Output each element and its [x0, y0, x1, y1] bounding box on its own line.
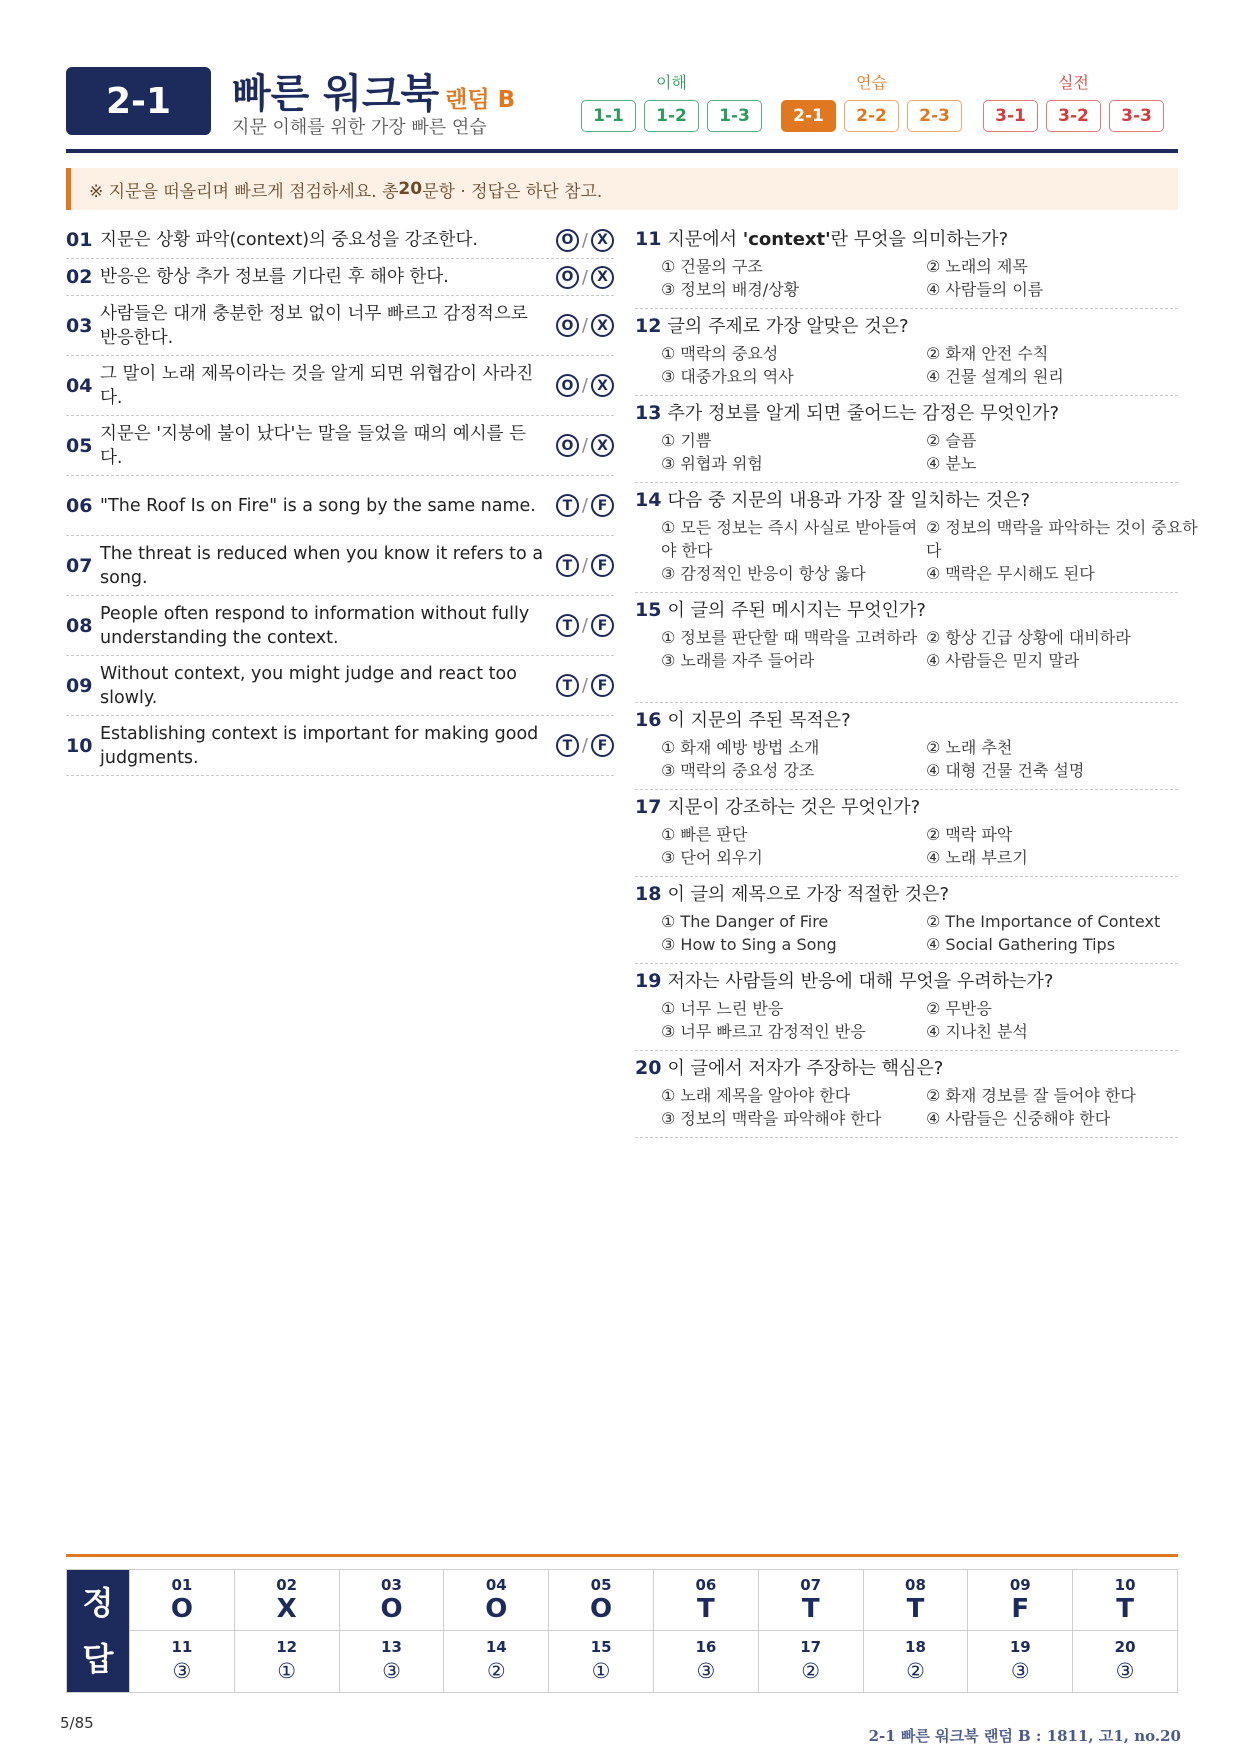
item-number: 20 — [635, 1057, 662, 1079]
question-text: 지문에서 — [667, 229, 743, 250]
answer-number: 20 — [1114, 1637, 1136, 1656]
question-stem — [635, 488, 1178, 513]
question-stem — [635, 969, 1178, 994]
answer-key-divider — [66, 1554, 1178, 1557]
answer-value: F — [1011, 1594, 1030, 1624]
answer-cell — [339, 1631, 444, 1692]
item-statement: 지문은 '지붕에 불이 났다'는 말을 들었을 때의 예시를 든다. — [100, 423, 527, 468]
item-number: 04 — [66, 374, 93, 397]
item-number: 17 — [635, 796, 662, 818]
option-3[interactable]: ③ 대중가요의 역사 — [661, 367, 794, 386]
answer-cell — [1072, 1631, 1177, 1692]
choice-f-button[interactable]: F — [591, 734, 614, 757]
option-4[interactable]: ④ 건물 설계의 원리 — [926, 367, 1064, 386]
option-2[interactable]: ② 슬픔 — [926, 431, 977, 450]
tf-item — [66, 656, 614, 716]
option-3[interactable]: ③ 단어 외우기 — [661, 848, 763, 867]
item-number: 14 — [635, 489, 662, 511]
answer-cell — [1072, 1570, 1177, 1631]
answer-choices — [556, 554, 614, 577]
option-2[interactable]: ② 무반응 — [926, 999, 992, 1018]
question-text: 저자는 사람들의 반응에 대해 무엇을 우려하는가? — [667, 971, 1054, 992]
option-1[interactable]: ① 너무 느린 반응 — [661, 999, 784, 1018]
choice-separator: / — [581, 675, 588, 696]
item-statement: Establishing context is important for making good judgments. — [100, 723, 539, 768]
answer-value: T — [801, 1594, 820, 1624]
answer-value: ③ — [382, 1658, 401, 1683]
option-1[interactable]: ① 정보를 판단할 때 맥락을 고려하라 — [661, 628, 918, 647]
tf-item — [66, 296, 614, 356]
option-4[interactable]: ④ 맥락은 무시해도 된다 — [926, 564, 1095, 583]
item-statement: "The Roof Is on Fire" is a song by the same name. — [100, 495, 536, 516]
option-4[interactable]: ④ 사람들의 이름 — [926, 280, 1044, 299]
answer-choices — [556, 266, 614, 289]
answer-key-grid — [129, 1570, 1177, 1692]
item-statement: The threat is reduced when you know it refers to a song. — [100, 543, 544, 588]
answer-value: T — [906, 1594, 925, 1624]
header-divider — [66, 149, 1178, 153]
answer-number: 15 — [590, 1637, 612, 1656]
choice-separator: / — [581, 315, 588, 336]
notice-count: 20 — [398, 179, 423, 199]
question-text: 이 지문의 주된 목적은? — [667, 710, 851, 731]
answer-number: 17 — [800, 1637, 822, 1656]
answer-number: 16 — [695, 1637, 717, 1656]
question-text: 글의 주제로 가장 알맞은 것은? — [667, 316, 909, 337]
nav-button-1-2[interactable]: 1-2 — [644, 100, 699, 132]
page-title-text: 빠른 워크북 — [232, 71, 440, 117]
mcq-item — [635, 483, 1198, 593]
nav-group-real — [983, 70, 1164, 132]
answer-number: 03 — [381, 1576, 402, 1594]
answer-key-label — [67, 1570, 129, 1692]
item-number: 13 — [635, 402, 662, 424]
option-list — [635, 516, 1198, 585]
item-statement: Without context, you might judge and react too slowly. — [100, 663, 517, 708]
mcq-item — [635, 703, 1178, 790]
tf-item — [66, 259, 614, 296]
answer-number: 05 — [590, 1576, 612, 1594]
answer-cell — [758, 1631, 863, 1692]
question-text: 이 글에서 저자가 주장하는 핵심은? — [667, 1058, 944, 1079]
choice-f-button[interactable]: F — [591, 554, 614, 577]
answer-cell — [339, 1570, 444, 1631]
answer-number: 13 — [381, 1637, 402, 1656]
answer-number: 12 — [276, 1637, 298, 1656]
choice-o-button[interactable]: O — [556, 374, 579, 397]
footer-source-info: 2-1 빠른 워크북 랜덤 B : 1811, 고1, no.20 — [868, 1727, 1181, 1745]
mcq-item — [635, 222, 1178, 309]
answer-value: ③ — [1115, 1658, 1135, 1683]
option-3[interactable]: ③ 맥락의 중요성 강조 — [661, 761, 815, 780]
item-number: 09 — [66, 674, 93, 697]
answer-cell — [234, 1631, 339, 1692]
choice-x-button[interactable]: X — [591, 374, 614, 397]
option-2[interactable]: ② The Importance of Context — [926, 912, 1161, 931]
answer-value: ② — [486, 1658, 506, 1683]
option-2[interactable]: ② 항상 긴급 상황에 대비하라 — [926, 628, 1131, 647]
mcq-item — [635, 309, 1178, 396]
answer-cell — [967, 1570, 1072, 1631]
option-list — [635, 823, 1178, 869]
question-text: 추가 정보를 알게 되면 줄어드는 감정은 무엇인가? — [667, 403, 1060, 424]
option-list — [635, 910, 1178, 956]
option-list — [635, 255, 1178, 301]
choice-t-button[interactable]: T — [556, 614, 579, 637]
answer-key-label-bottom: 답 — [82, 1640, 114, 1678]
option-3[interactable]: ③ 너무 빠르고 감정적인 반응 — [661, 1022, 866, 1041]
item-number: 02 — [66, 266, 93, 288]
question-text: 지문이 강조하는 것은 무엇인가? — [667, 797, 921, 818]
answer-cell — [443, 1631, 548, 1692]
choice-f-button[interactable]: F — [591, 494, 614, 517]
option-list — [635, 429, 1178, 475]
choice-x-button[interactable]: X — [591, 266, 614, 289]
item-number: 08 — [66, 614, 93, 637]
question-stem — [635, 227, 1178, 252]
answer-choices — [556, 674, 614, 697]
option-4[interactable]: ④ 사람들은 믿지 말라 — [926, 651, 1080, 670]
choice-separator: / — [581, 266, 588, 288]
question-text: 이 글의 제목으로 가장 적절한 것은? — [667, 884, 950, 905]
answer-value: ③ — [1010, 1658, 1030, 1683]
option-2[interactable]: ② 노래 추천 — [926, 738, 1013, 757]
true-false-section — [66, 222, 614, 776]
mcq-item — [635, 877, 1178, 964]
notice-banner — [66, 168, 1178, 210]
item-statement: 지문은 상황 파악(context)의 중요성을 강조한다. — [100, 230, 478, 250]
item-number: 12 — [635, 315, 662, 337]
item-number: 11 — [635, 228, 662, 250]
nav-button-3-3[interactable]: 3-3 — [1109, 100, 1164, 132]
choice-t-button[interactable]: T — [556, 674, 579, 697]
item-statement: 그 말이 노래 제목이라는 것을 알게 되면 위협감이 사라진다. — [100, 363, 534, 408]
option-1[interactable]: ① 빠른 판단 — [661, 825, 748, 844]
item-number: 01 — [66, 229, 93, 251]
choice-separator: / — [581, 615, 588, 636]
multiple-choice-section — [635, 222, 1198, 1138]
answer-value: ② — [906, 1658, 925, 1683]
question-stem — [635, 882, 1178, 907]
choice-separator: / — [581, 555, 588, 576]
option-1[interactable]: ① 모든 정보는 즉시 사실로 받아들여야 한다 — [661, 518, 918, 560]
option-list — [635, 342, 1178, 388]
nav-group-label: 이해 — [656, 73, 687, 92]
answer-number: 02 — [276, 1576, 298, 1594]
choice-x-button[interactable]: X — [591, 434, 614, 457]
answer-value: O — [590, 1594, 613, 1624]
answer-number: 14 — [485, 1637, 507, 1656]
nav-button-2-3[interactable]: 2-3 — [907, 100, 962, 132]
item-number: 05 — [66, 434, 93, 457]
notice-prefix: ※ 지문을 떠올리며 빠르게 점검하세요. 총 — [89, 181, 399, 202]
nav-button-1-1[interactable]: 1-1 — [581, 100, 636, 132]
section-badge: 2-1 — [66, 67, 211, 135]
answer-cell — [548, 1570, 653, 1631]
nav-button-3-2[interactable]: 3-2 — [1046, 100, 1101, 132]
question-text-end: 란 무엇을 의미하는가? — [830, 229, 1009, 250]
answer-choices — [556, 374, 614, 397]
item-statement: People often respond to information without fully understanding the context. — [100, 603, 530, 648]
option-1[interactable]: ① 기쁨 — [661, 431, 712, 450]
answer-cell — [863, 1631, 968, 1692]
answer-value: T — [1116, 1594, 1134, 1624]
answer-value: ③ — [172, 1658, 192, 1683]
option-3[interactable]: ③ 위협과 위험 — [661, 454, 763, 473]
answer-number: 18 — [905, 1637, 926, 1656]
option-2[interactable]: ② 노래의 제목 — [926, 257, 1028, 276]
choice-t-button[interactable]: T — [556, 554, 579, 577]
answer-number: 06 — [695, 1576, 717, 1594]
answer-value: ② — [801, 1658, 821, 1683]
answer-cell — [443, 1570, 548, 1631]
mcq-item — [635, 1051, 1178, 1138]
choice-separator: / — [581, 735, 588, 756]
answer-choices — [556, 229, 614, 252]
answer-value: ① — [591, 1658, 611, 1683]
option-3[interactable]: ③ 정보의 맥락을 파악해야 한다 — [661, 1109, 882, 1128]
answer-cell — [863, 1570, 968, 1631]
choice-separator: / — [581, 375, 588, 396]
answer-value: T — [697, 1594, 715, 1624]
tf-item — [66, 356, 614, 416]
choice-separator: / — [581, 229, 588, 251]
mcq-item — [635, 964, 1178, 1051]
tf-item — [66, 416, 614, 476]
nav-button-2-2[interactable]: 2-2 — [844, 100, 899, 132]
option-1[interactable]: ① 건물의 구조 — [661, 257, 763, 276]
answer-key-table — [66, 1569, 1178, 1693]
answer-value: ① — [277, 1658, 297, 1683]
answer-cell — [129, 1631, 234, 1692]
choice-o-button[interactable]: O — [556, 266, 579, 289]
option-4[interactable]: ④ 사람들은 신중해야 한다 — [926, 1109, 1111, 1128]
option-2[interactable]: ② 맥락 파악 — [926, 825, 1013, 844]
option-3[interactable]: ③ How to Sing a Song — [661, 935, 837, 954]
item-number: 07 — [66, 554, 93, 577]
item-number: 03 — [66, 314, 93, 337]
answer-value: O — [485, 1594, 508, 1624]
answer-number: 01 — [171, 1576, 193, 1594]
nav-button-1-3[interactable]: 1-3 — [707, 100, 762, 132]
option-1[interactable]: ① 노래 제목을 알아야 한다 — [661, 1086, 851, 1105]
nav-group-understanding — [581, 70, 762, 132]
question-stem — [635, 314, 1178, 339]
answer-number: 04 — [485, 1576, 507, 1594]
answer-value: X — [276, 1594, 297, 1624]
item-number: 16 — [635, 709, 662, 731]
option-1[interactable]: ① The Danger of Fire — [661, 912, 829, 931]
choice-x-button[interactable]: X — [591, 314, 614, 337]
answer-cell — [548, 1631, 653, 1692]
question-text: 이 글의 주된 메시지는 무엇인가? — [667, 600, 926, 621]
option-list — [635, 1084, 1178, 1130]
choice-x-button[interactable]: X — [591, 229, 614, 252]
nav-group-label: 연습 — [856, 73, 887, 92]
question-stem — [635, 598, 1178, 623]
nav-button-3-1[interactable]: 3-1 — [983, 100, 1038, 132]
option-list — [635, 997, 1178, 1043]
answer-cell — [653, 1570, 758, 1631]
item-statement: 반응은 항상 추가 정보를 기다린 후 해야 한다. — [100, 267, 449, 287]
answer-value: O — [170, 1594, 193, 1624]
option-2[interactable]: ② 정보의 맥락을 파악하는 것이 중요하다 — [926, 518, 1198, 560]
option-3[interactable]: ③ 노래를 자주 들어라 — [661, 651, 815, 670]
answer-number: 07 — [800, 1576, 822, 1594]
page-number: 5/85 — [60, 1714, 94, 1732]
mcq-item — [635, 790, 1178, 877]
nav-group-label: 실전 — [1058, 73, 1089, 92]
choice-t-button[interactable]: T — [556, 734, 579, 757]
option-1[interactable]: ① 화재 예방 방법 소개 — [661, 738, 820, 757]
question-stem — [635, 401, 1178, 426]
answer-choices — [556, 434, 614, 457]
item-statement: 사람들은 대개 충분한 정보 없이 너무 빠르고 감정적으로 반응한다. — [100, 303, 528, 348]
answer-number: 19 — [1009, 1637, 1031, 1656]
choice-o-button[interactable]: O — [556, 434, 579, 457]
tf-item — [66, 222, 614, 259]
answer-choices — [556, 734, 614, 757]
answer-key-label-top: 정 — [82, 1584, 114, 1622]
version-label: 랜덤 B — [445, 87, 516, 113]
nav-button-2-1[interactable]: 2-1 — [781, 100, 836, 132]
option-list — [635, 626, 1178, 672]
question-keyword: 'context' — [742, 229, 831, 250]
item-number: 06 — [66, 494, 93, 517]
answer-cell — [234, 1570, 339, 1631]
mcq-item — [635, 396, 1178, 483]
answer-number: 10 — [1114, 1576, 1136, 1594]
choice-t-button[interactable]: T — [556, 494, 579, 517]
choice-separator: / — [581, 435, 588, 456]
answer-number: 11 — [171, 1637, 193, 1656]
item-number: 15 — [635, 599, 662, 621]
notice-suffix: 문항 · 정답은 하단 참고. — [422, 181, 603, 202]
page-title — [232, 62, 515, 119]
answer-cell — [129, 1570, 234, 1631]
answer-value: O — [380, 1594, 403, 1624]
option-4[interactable]: ④ 지나친 분석 — [926, 1022, 1028, 1041]
answer-cell — [758, 1570, 863, 1631]
choice-o-button[interactable]: O — [556, 314, 579, 337]
tf-item — [66, 596, 614, 656]
option-3[interactable]: ③ 정보의 배경/상황 — [661, 280, 800, 299]
item-number: 18 — [635, 883, 662, 905]
tf-item — [66, 716, 614, 776]
question-stem — [635, 795, 1178, 820]
answer-choices — [556, 494, 614, 517]
option-4[interactable]: ④ 노래 부르기 — [926, 848, 1028, 867]
item-number: 19 — [635, 970, 662, 992]
answer-number: 09 — [1009, 1576, 1031, 1594]
choice-separator: / — [581, 495, 588, 516]
answer-choices — [556, 614, 614, 637]
option-1[interactable]: ① 맥락의 중요성 — [661, 344, 779, 363]
answer-value: ③ — [696, 1658, 716, 1683]
option-list — [635, 736, 1178, 782]
question-text: 다음 중 지문의 내용과 가장 잘 일치하는 것은? — [667, 490, 1031, 511]
nav-group-practice — [781, 70, 962, 132]
answer-choices — [556, 314, 614, 337]
option-4[interactable]: ④ 분노 — [926, 454, 977, 473]
tf-item — [66, 536, 614, 596]
option-4[interactable]: ④ Social Gathering Tips — [926, 935, 1116, 954]
page-subtitle: 지문 이해를 위한 가장 빠른 연습 — [232, 117, 487, 138]
option-2[interactable]: ② 화재 안전 수칙 — [926, 344, 1049, 363]
item-number: 10 — [66, 734, 93, 757]
question-stem — [635, 708, 1178, 733]
answer-cell — [967, 1631, 1072, 1692]
choice-f-button[interactable]: F — [591, 614, 614, 637]
answer-cell — [653, 1631, 758, 1692]
question-stem — [635, 1056, 1178, 1081]
answer-number: 08 — [905, 1576, 926, 1594]
option-2[interactable]: ② 화재 경보를 잘 들어야 한다 — [926, 1086, 1136, 1105]
option-3[interactable]: ③ 감정적인 반응이 항상 옳다 — [661, 564, 866, 583]
option-4[interactable]: ④ 대형 건물 건축 설명 — [926, 761, 1085, 780]
mcq-item — [635, 593, 1178, 703]
tf-item — [66, 476, 614, 536]
choice-f-button[interactable]: F — [591, 674, 614, 697]
choice-o-button[interactable]: O — [556, 229, 579, 252]
